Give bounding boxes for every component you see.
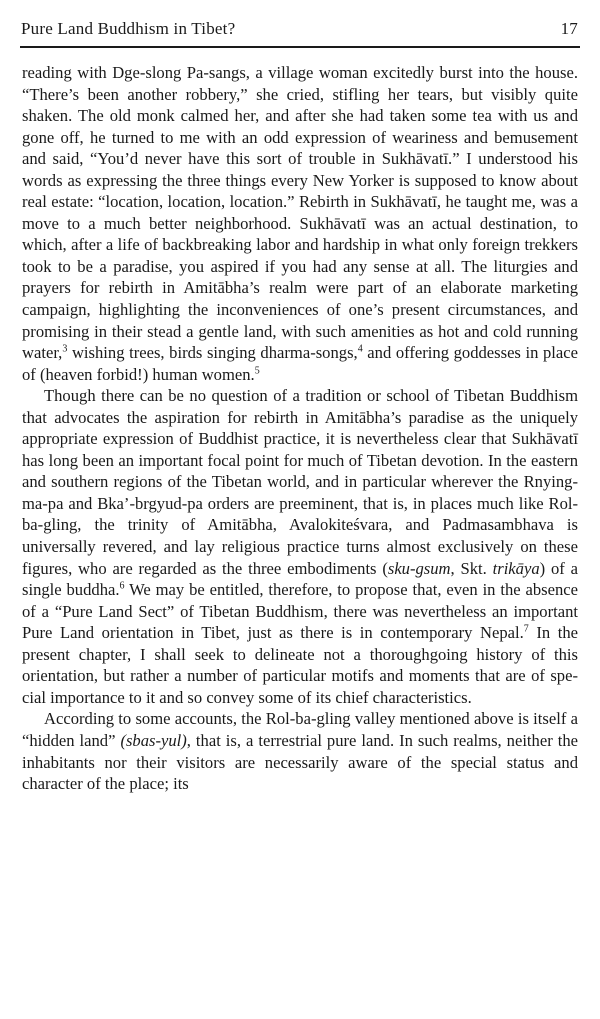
text-run: reading with Dge-slong Pa-sangs, a village woman excitedly burst into the house. “There’s been another robbery,” she cried, stifling her tears, but visibly quite shaken. The old monk calmed her, and after she had taken some tea with us and gone off, he turned to me with an odd expression of weariness and bemusement and said, “You’d never have this sort of trouble in Sukhāvatī.” I understood his words as expressing the three things every New Yorker is supposed to know about real estate: “location, location, location.” Rebirth in Sukhāvatī, he taught me, was a move to a much better neighborhood. Sukhāvatī was an actual destination, to which, after a life of backbreaking labor and hardship in what only foreign trekkers took to be a paradise, you aspired if you had any sense at all. The liturgies and prayers for rebirth in Amitābha’s realm were part of an elaborate marketing campaign, highlighting the inconveniences of one’s present circumstances, and promising in their stead a gentle land, with such amenities as hot and cold running water, (22, 63, 578, 363)
page-number: 17 (560, 19, 578, 38)
text-run: ) of a single buddha. (22, 558, 578, 600)
text-run: In the present chapter, I shall seek to delineate not a thoroughgoing history of this orientation, but rather a number of particular motifs and moments that are of special importance to it and so convey some of its chief characteristics. (22, 623, 578, 707)
footnote-marker: 4 (357, 343, 363, 355)
text-run: , Skt. (450, 558, 493, 578)
footnote-marker: 3 (62, 343, 68, 355)
text-run: and offering goddesses in place of (heaven forbid!) human women. (22, 343, 579, 384)
italic-term: sku-gsum (387, 558, 451, 578)
text-run: According to some accounts, the Rol-ba-gling valley mentioned above is itself a “hidden land” (22, 709, 578, 750)
text-run: We may be entitled, therefore, to propose that, even in the absence of a “Pure Land Sect” of Tibetan Buddhism, there was nevertheless an important Pure Land orientation in Tibet, just as there is in contemporary Nepal. (22, 580, 578, 643)
paragraph (22, 708, 578, 794)
running-head (21, 19, 578, 39)
footnote-marker: 7 (523, 623, 529, 635)
footnote-marker: 5 (254, 365, 260, 377)
body-text (22, 62, 578, 795)
italic-term: (sbas-yul) (120, 730, 187, 750)
text-run: Though there can be no question of a tradition or school of Tibetan Buddhism that advocates the aspiration for rebirth in Amitābha’s paradise as the uniquely appropriate expression of Buddhist practice, it is nevertheless clear that Sukhāvatī has long been an important focal point for much of Tibetan devotion. In the eastern and southern regions of the Tibetan world, and in particular wherever the Rnying-ma-pa and Bka’-brgyud-pa orders are preeminent, that is, in places much like Rol-ba-gling, the trinity of Amitābha, Avalokiteśvara, and Padmasambhava is universally revered, and lay religious practice turns almost exclusively on these figures, who are regarded as the three embodiments ( (22, 386, 578, 578)
header-rule (20, 46, 580, 48)
running-head-title: Pure Land Buddhism in Tibet? (21, 19, 236, 38)
paragraph (22, 385, 578, 708)
paragraph (22, 62, 578, 385)
text-run: , that is, a terrestrial pure land. In such realms, neither the inhabitants nor their visitors are necessarily aware of the special status and character of the place; its (22, 730, 578, 794)
text-run: wishing trees, birds singing dharma-songs, (67, 343, 358, 363)
italic-term: trikāya (492, 558, 540, 578)
footnote-marker: 6 (119, 580, 125, 592)
